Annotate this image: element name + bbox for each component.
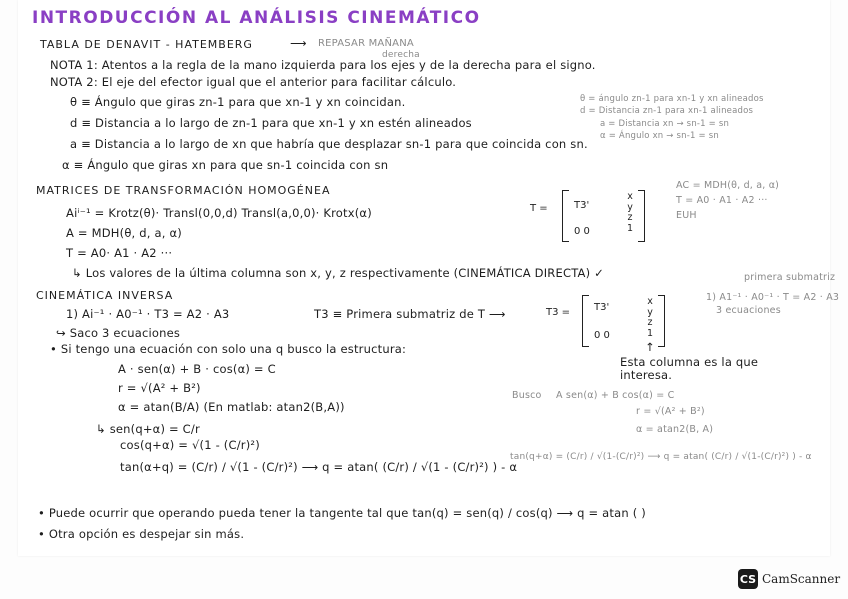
nota-2: NOTA 2: El eje del efector igual que el anterior para facilitar cálculo. [50, 75, 457, 89]
t3-matrix-column [644, 297, 656, 339]
formula-structure: A · sen(α) + B · cos(α) = C [118, 362, 276, 376]
side-note-1: θ = ángulo zn-1 para xn-1 y xn alineados [580, 94, 764, 104]
t3-col-x: x [647, 296, 653, 307]
formula-cos: cos(q+α) = √(1 - (C/r)²) [120, 438, 260, 452]
busco-tan: tan(q+α) = (C/r) / √(1-(C/r)²) ⟶ q = atan( (C/r) / √(1-(C/r)²) ) - α [510, 452, 812, 462]
camscanner-brand: CamScanner [762, 572, 841, 586]
t3-matrix-zeros: 0 0 [594, 330, 610, 341]
matrices-eq-3: T = A0· A1 · A2 ··· [66, 246, 173, 260]
nota-1: NOTA 1: Atentos a la regla de la mano izquierda para los ejes y de la derecha para el signo. [50, 58, 596, 72]
t3-definition: T3 ≡ Primera submatriz de T ⟶ [314, 307, 506, 321]
denavit-arrow: ⟶ [290, 36, 307, 50]
formula-alpha: α = atan(B/A) (En matlab: atan2(B,A)) [118, 400, 345, 414]
side-note-2: d = Distancia zn-1 para xn-1 alineados [580, 106, 754, 116]
t3-matrix-left-bracket [582, 295, 589, 347]
right-ecuaciones: 3 ecuaciones [716, 305, 781, 316]
camscanner-watermark [738, 569, 840, 589]
t-col-y: y [627, 201, 633, 213]
bottom-note-1: • Puede ocurrir que operando pueda tener la tangente tal que tan(q) = sen(q) / cos(q) ⟶ q = atan ( ) [38, 506, 646, 520]
right-inversa-eq: 1) A1⁻¹ · A0⁻¹ · T = A2 · A3 [706, 292, 840, 303]
right-primera: primera submatriz [744, 272, 836, 283]
column-note-1: Esta columna es la que [620, 355, 759, 369]
busco-alpha: α = atan2(B, A) [636, 424, 714, 435]
inversa-heading: CINEMÁTICA INVERSA [36, 289, 174, 302]
camscanner-logo-icon: CS [738, 569, 758, 589]
t3-col-1: 1 [646, 327, 654, 339]
arrow-up: ↑ [645, 340, 655, 354]
formula-r: r = √(A² + B²) [118, 381, 201, 395]
t-matrix-right-bracket [638, 190, 645, 242]
t-matrix-left-bracket [562, 190, 569, 242]
def-theta: θ ≡ Ángulo que giras zn-1 para que xn-1 y xn coincidan. [70, 95, 406, 109]
t3-matrix-label: T3 = [546, 307, 571, 318]
matrices-eq-1: Aiⁱ⁻¹ = Krotz(θ)· Transl(0,0,d) Transl(a,0,0)· Krotx(α) [66, 206, 372, 220]
t3-matrix-submatrix: T3' [594, 302, 610, 313]
t3-col-y: y [647, 306, 653, 318]
derecha-note: derecha [382, 50, 420, 60]
matrices-heading: MATRICES DE TRANSFORMACIÓN HOMOGÉNEA [36, 184, 331, 197]
t-col-x: x [627, 191, 633, 202]
t3-matrix-right-bracket [658, 295, 665, 347]
repasar-note: REPASAR MAÑANA [318, 38, 414, 49]
t-matrix-column [624, 192, 636, 234]
column-note-2: interesa. [620, 368, 673, 382]
t3-col-z: z [647, 317, 653, 328]
matrices-right-1: AC = MDH(θ, d, a, α) [676, 180, 780, 191]
matrices-right-3: EUH [676, 210, 697, 221]
saco-ecuaciones: ↪ Saco 3 ecuaciones [56, 326, 181, 340]
t-matrix-label: T = [530, 203, 548, 214]
matrices-eq-2: A = MDH(θ, d, a, α) [66, 226, 182, 240]
inversa-eq-1: 1) Ai⁻¹ · A0⁻¹ · T3 = A2 · A3 [66, 307, 230, 321]
side-note-4: α = Ángulo xn → sn-1 = sn [600, 131, 719, 141]
t-col-1: 1 [626, 222, 634, 234]
formula-sen: ↳ sen(q+α) = C/r [96, 422, 200, 436]
busco-equation: A sen(α) + B cos(α) = C [556, 390, 675, 401]
t-matrix-zeros: 0 0 [574, 226, 590, 237]
matrices-eq-4: ↳ Los valores de la última columna son x, y, z respectivamente (CINEMÁTICA DIRECTA) ✓ [72, 266, 604, 280]
page-title: INTRODUCCIÓN AL ANÁLISIS CINEMÁTICO [32, 8, 481, 28]
si-tengo: • Si tengo una ecuación con solo una q busco la estructura: [50, 342, 407, 356]
def-a: a ≡ Distancia a lo largo de xn que habría que desplazar sn-1 para que coincida con sn. [70, 137, 588, 151]
bottom-note-2: • Otra opción es despejar sin más. [38, 527, 245, 541]
formula-tan: tan(α+q) = (C/r) / √(1 - (C/r)²) ⟶ q = atan( (C/r) / √(1 - (C/r)²) ) - α [120, 460, 518, 474]
denavit-heading: TABLA DE DENAVIT - HATEMBERG [40, 38, 253, 51]
side-note-3: a = Distancia xn → sn-1 = sn [600, 119, 730, 129]
t-col-z: z [627, 212, 633, 223]
def-alpha: α ≡ Ángulo que giras xn para que sn-1 coincida con sn [62, 158, 389, 172]
busco-label: Busco [512, 390, 542, 401]
busco-r: r = √(A² + B²) [636, 406, 705, 417]
matrices-right-2: T = A0 · A1 · A2 ··· [676, 195, 768, 206]
def-d: d ≡ Distancia a lo largo de zn-1 para que xn-1 y xn estén alineados [70, 116, 472, 130]
t-matrix-submatrix: T3' [574, 200, 590, 211]
